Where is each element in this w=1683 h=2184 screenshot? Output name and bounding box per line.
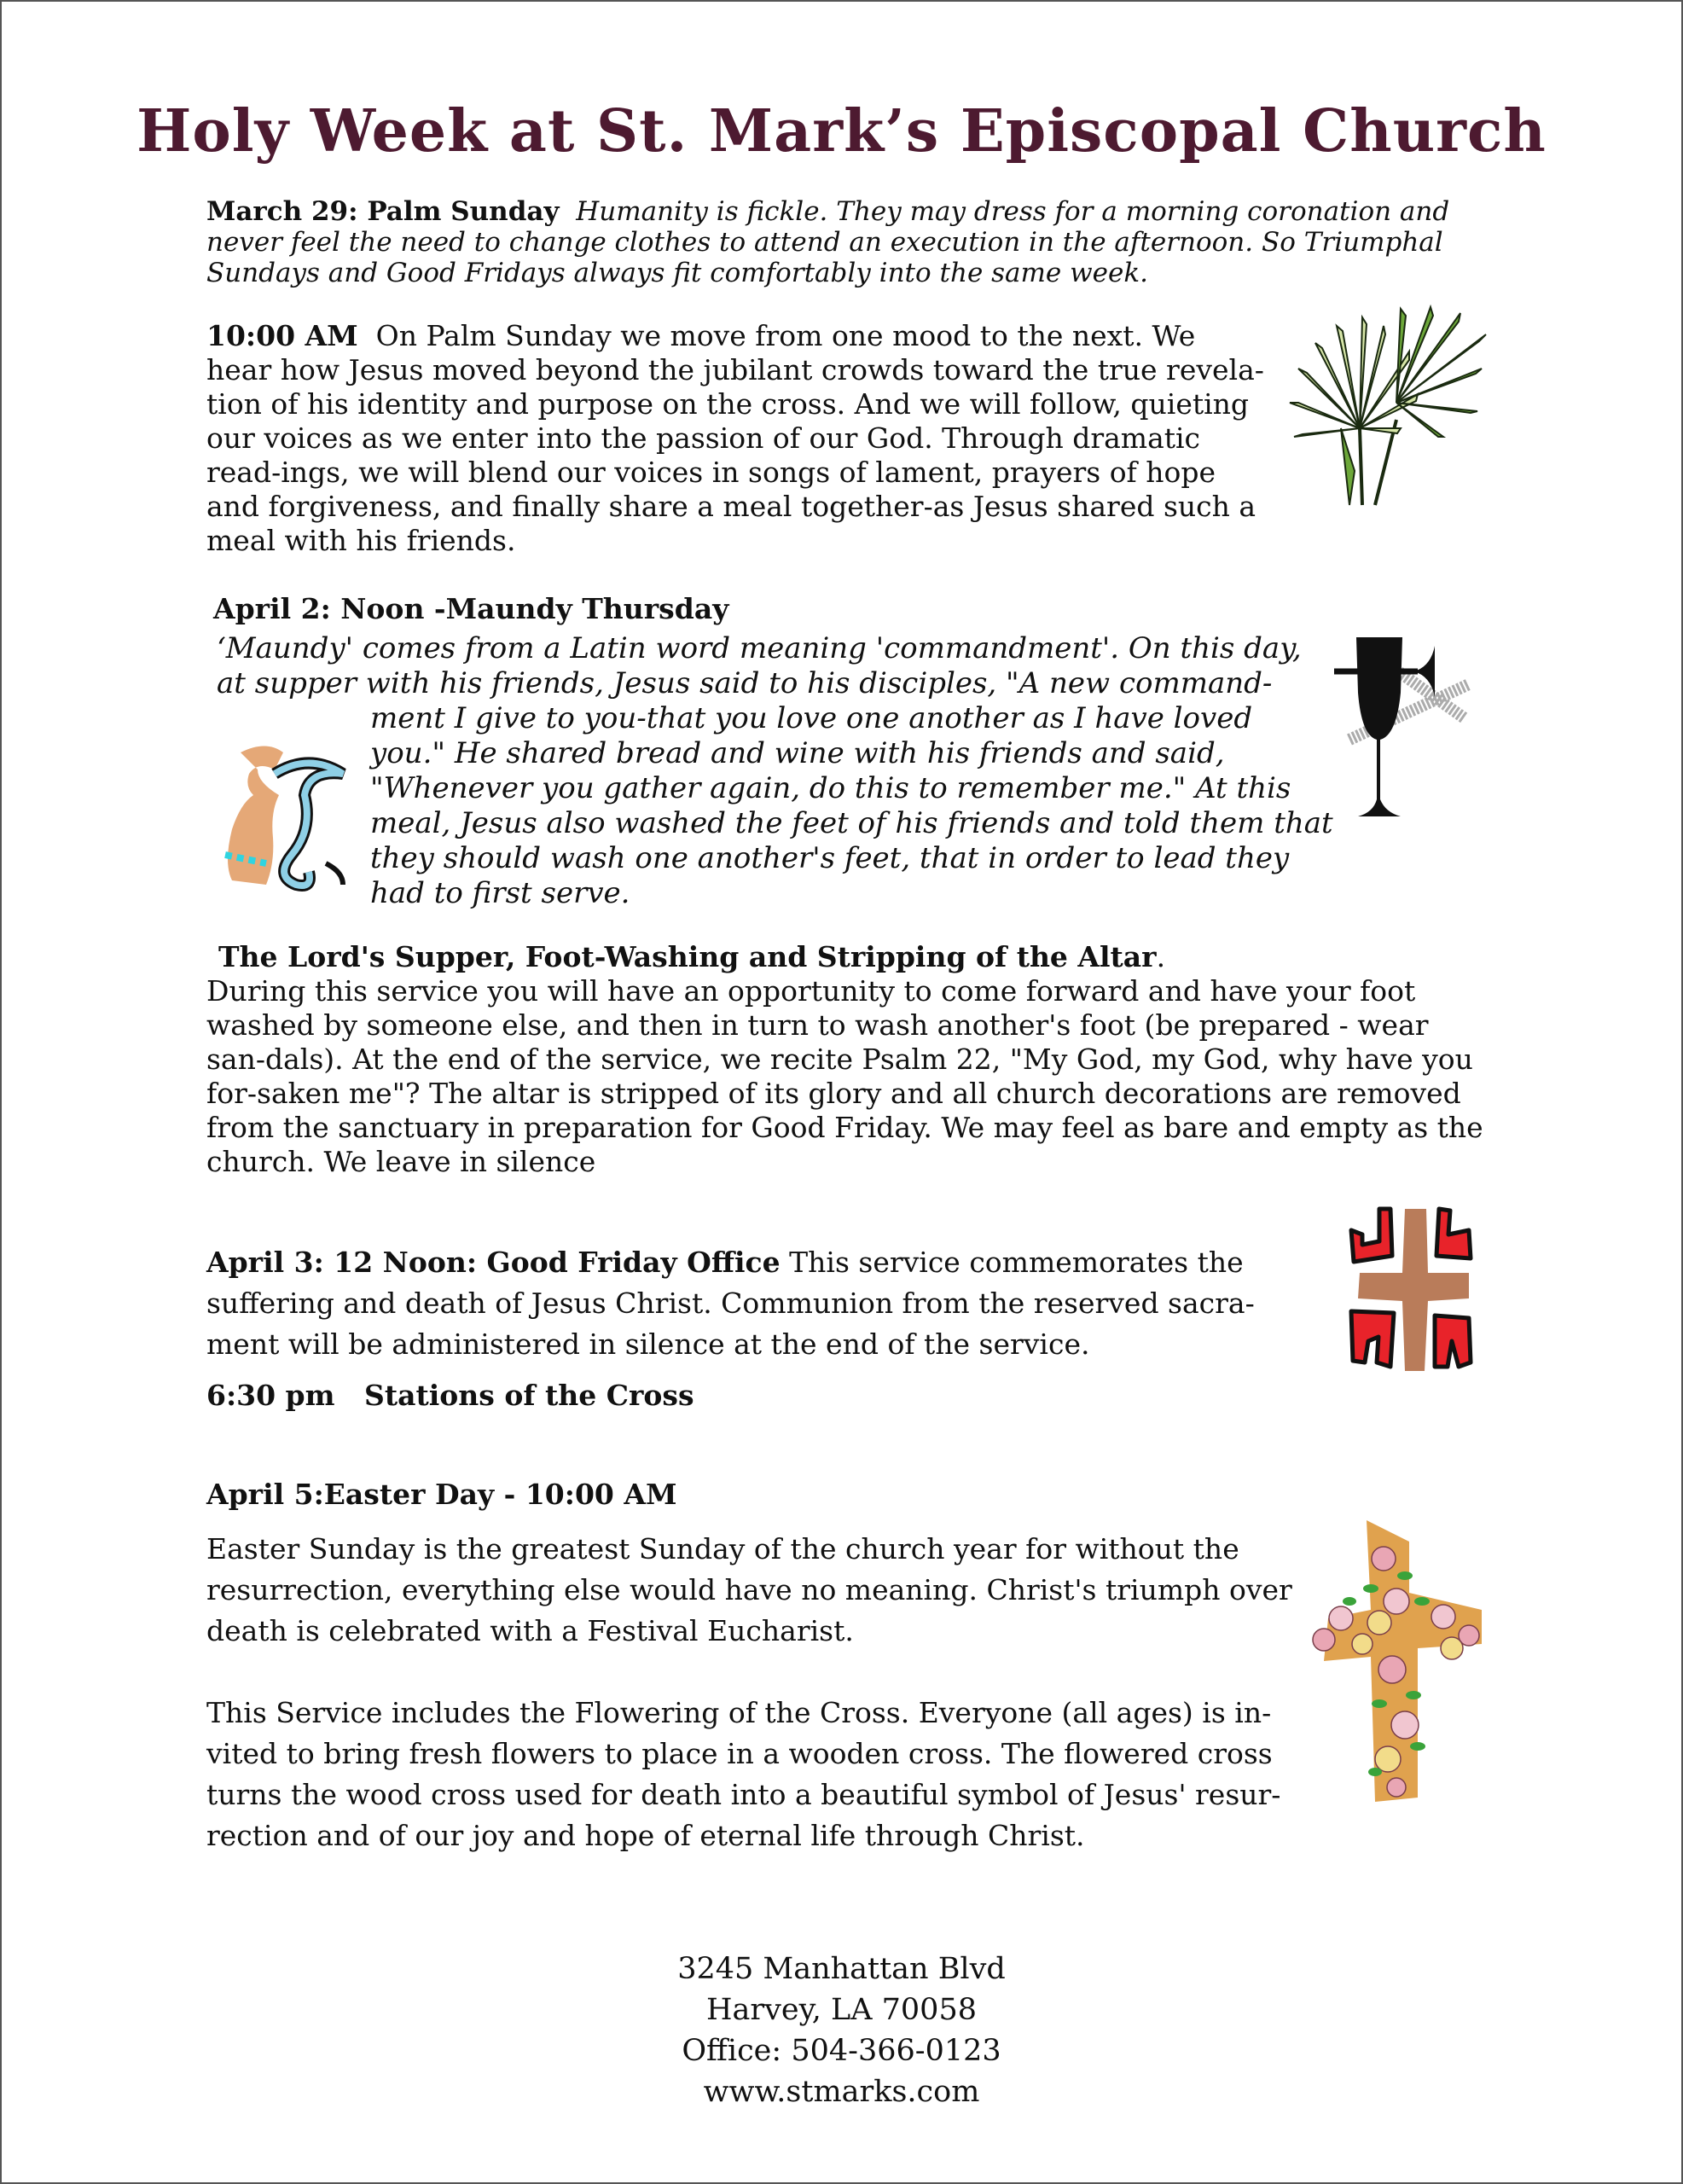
chalice-cross-icon (1324, 633, 1486, 829)
office-phone: Office: 504-366-0123 (682, 2034, 1001, 2068)
maundy-line: at supper with his friends, Jesus said to his disciples, "A new command- (217, 666, 1273, 700)
good-friday-body: This service commemorates the suffering and death of Jesus Christ. Communion from the reserved sacra-ment will be administered in silence at the end of the service. (206, 1246, 1255, 1361)
address-line-2: Harvey, LA 70058 (706, 1993, 977, 2027)
website-link[interactable]: www.stmarks.com (703, 2075, 980, 2109)
good-friday-heading: April 3: 12 Noon: Good Friday Office (206, 1246, 781, 1279)
stations-label: Stations of the Cross (364, 1379, 694, 1412)
maundy-line: "Whenever you gather again, do this to remember me." At this (370, 771, 1291, 805)
palm-sunday-service (206, 319, 1264, 558)
maundy-line: they should wash one another's feet, that in order to lead they (370, 841, 1290, 875)
water-pitcher-icon (206, 735, 360, 897)
maundy-thursday-heading: April 2: Noon -Maundy Thursday (213, 592, 729, 625)
easter-paragraph-2: This Service includes the Flowering of the Cross. Everyone (all ages) is in-vited to bring fresh flowers to place in a wooden cross. The flowered cross turns the wood cross used for death into a beautiful symbol of Jesus' resur-rection and of our joy and hope of eternal life through Christ. (206, 1696, 1281, 1852)
lords-supper-heading: The Lord's Supper, Foot-Washing and Stripping of the Altar (218, 940, 1157, 973)
flowered-cross-icon (1290, 1516, 1494, 1806)
lords-supper-section (206, 940, 1486, 1179)
page-title: Holy Week at St. Mark’s Episcopal Church (136, 97, 1547, 166)
palm-sunday-time: 10:00 AM (206, 319, 358, 352)
good-friday-section (206, 1242, 1290, 1365)
maundy-line: you." He shared bread and wine with his friends and said, (370, 736, 1225, 770)
palm-sunday-intro (206, 196, 1452, 288)
cross-red-brackets-icon (1341, 1192, 1486, 1380)
address-line-1: 3245 Manhattan Blvd (677, 1952, 1006, 1986)
palm-sunday-body: On Palm Sunday we move from one mood to the next. We hear how Jesus moved beyond the jubilant crowds toward the true revela-tion of his identity and purpose on the cross. And we will follow, quieting our voices as we enter into the passion of our God. Through dramatic read-ings, we will blend our voices in songs of lament, prayers of hope and forgiveness, and finally share a meal together-as Jesus shared such a meal with his friends. (206, 319, 1264, 557)
stations-of-the-cross (206, 1379, 694, 1413)
lords-supper-body: During this service you will have an opportunity to come forward and have your foot washed by someone else, and then in turn to wash another's foot (be prepared - wear san-dals). At the end of the service, we recite Psalm 22, "My God, my God, why have you for-saken me"? The altar is stripped of its glory and all church decorations are removed from the sanctuary in preparation for Good Friday. We may feel as bare and empty as the church. We leave in silence (206, 974, 1483, 1178)
palm-sunday-date: March 29: Palm Sunday (206, 196, 560, 227)
easter-heading: April 5:Easter Day - 10:00 AM (206, 1478, 677, 1511)
maundy-thursday-text (217, 631, 1333, 911)
contact-footer (2, 1949, 1681, 2112)
easter-paragraph-1: Easter Sunday is the greatest Sunday of the church year for without the resurrection, everything else would have no meaning. Christ's triumph over death is celebrated with a Festival Eucharist. (206, 1532, 1292, 1647)
maundy-line: meal, Jesus also washed the feet of his friends and told them that (370, 806, 1333, 840)
palm-fronds-icon (1281, 300, 1494, 514)
stations-time: 6:30 pm (206, 1379, 335, 1412)
lords-supper-heading-suffix: . (1156, 940, 1166, 973)
maundy-line: ‘Maundy' comes from a Latin word meaning 'commandment'. On this day, (217, 631, 1302, 665)
palm-sunday-quote: Humanity is fickle. They may dress for a morning coronation and never feel the need to change clothes to attend an execution in the afternoon. So Triumphal Sundays and Good Fridays always fit comfortably into the same week. (206, 196, 1450, 288)
maundy-line: had to first serve. (370, 876, 630, 910)
maundy-line: ment I give to you-that you love one another as I have loved (370, 701, 1253, 735)
